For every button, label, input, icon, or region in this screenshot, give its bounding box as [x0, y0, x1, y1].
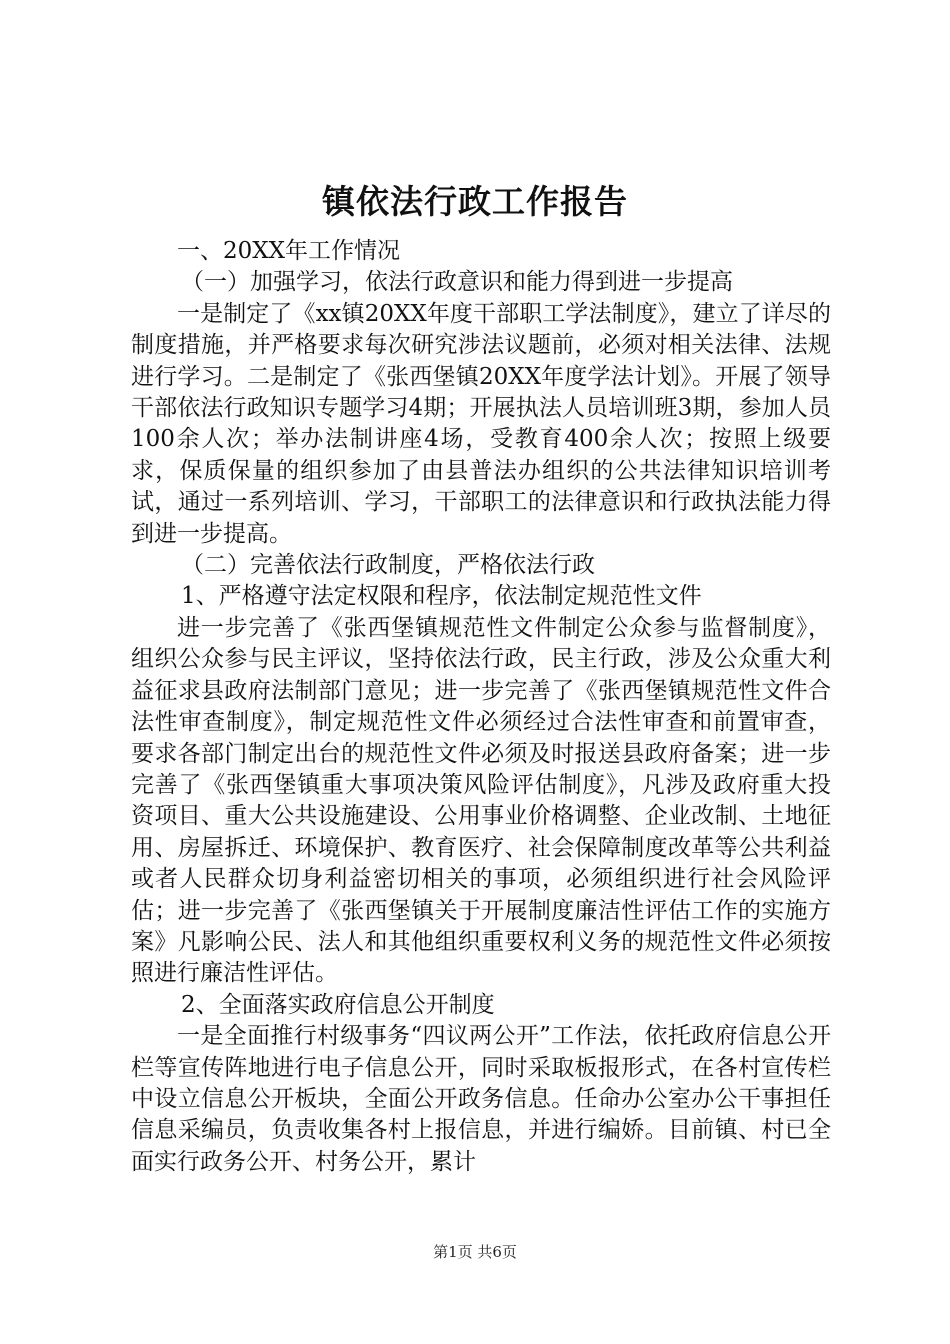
body-paragraph: 一是制定了《xx镇20XX年度干部职工学法制度》，建立了详尽的制度措施，并严格要求每次研究涉法议题前，必须对相关法律、法规进行学习。二是制定了《张西堡镇20XX年度学法计划》。开展了领导干部依法行政知识专题学习4期；开展执法人员培训班3期，参加人员100余人次；举办法制讲座4场，受教育400余人次；按照上级要求，保质保量的组织参加了由县普法办组织的公共法律知识培训考试，通过一系列培训、学习，干部职工的法律意识和行政执法能力得到进一步提高。 [131, 300, 831, 547]
document-title: 镇依法行政工作报告 [322, 182, 628, 221]
item-heading: 1、严格遵守法定权限和程序，依法制定规范性文件 [181, 583, 702, 610]
item-heading: 2、全面落实政府信息公开制度 [181, 991, 495, 1018]
subsection-heading: （二）完善依法行政制度，严格依法行政 [181, 552, 595, 579]
body-paragraph: 进一步完善了《张西堡镇规范性文件制定公众参与监督制度》，组织公众参与民主评议，坚持依法行政，民主行政，涉及公众重大利益征求县政府法制部门意见；进一步完善了《张西堡镇规范性文件合法性审查制度》，制定规范性文件必须经过合法性审查和前置审查，要求各部门制定出台的规范性文件必须及时报送县政府备案；进一步完善了《张西堡镇重大事项决策风险评估制度》，凡涉及政府重大投资项目、重大公共设施建设、公用事业价格调整、企业改制、土地征用、房屋拆迁、环境保护、教育医疗、社会保障制度改革等公共利益或者人民群众切身利益密切相关的事项，必须组织进行社会风险评估；进一步完善了《张西堡镇关于开展制度廉洁性评估工作的实施方案》凡影响公民、法人和其他组织重要权利义务的规范性文件必须按照进行廉洁性评估。 [131, 614, 831, 987]
subsection-heading: （一）加强学习，依法行政意识和能力得到进一步提高 [181, 269, 733, 296]
body-paragraph: 一是全面推行村级事务“四议两公开”工作法，依托政府信息公开栏等宣传阵地进行电子信息公开，同时采取板报形式，在各村宣传栏中设立信息公开板块，全面公开政务信息。任命办公室办公干事担任信息采编员，负责收集各村上报信息，并进行编娇。目前镇、村已全面实行政务公开、村务公开，累计 [131, 1023, 831, 1175]
section-heading: 一、20XX年工作情况 [177, 238, 401, 264]
page-number-footer: 第1页 共6页 [433, 1243, 517, 1261]
document-body [131, 236, 831, 1178]
